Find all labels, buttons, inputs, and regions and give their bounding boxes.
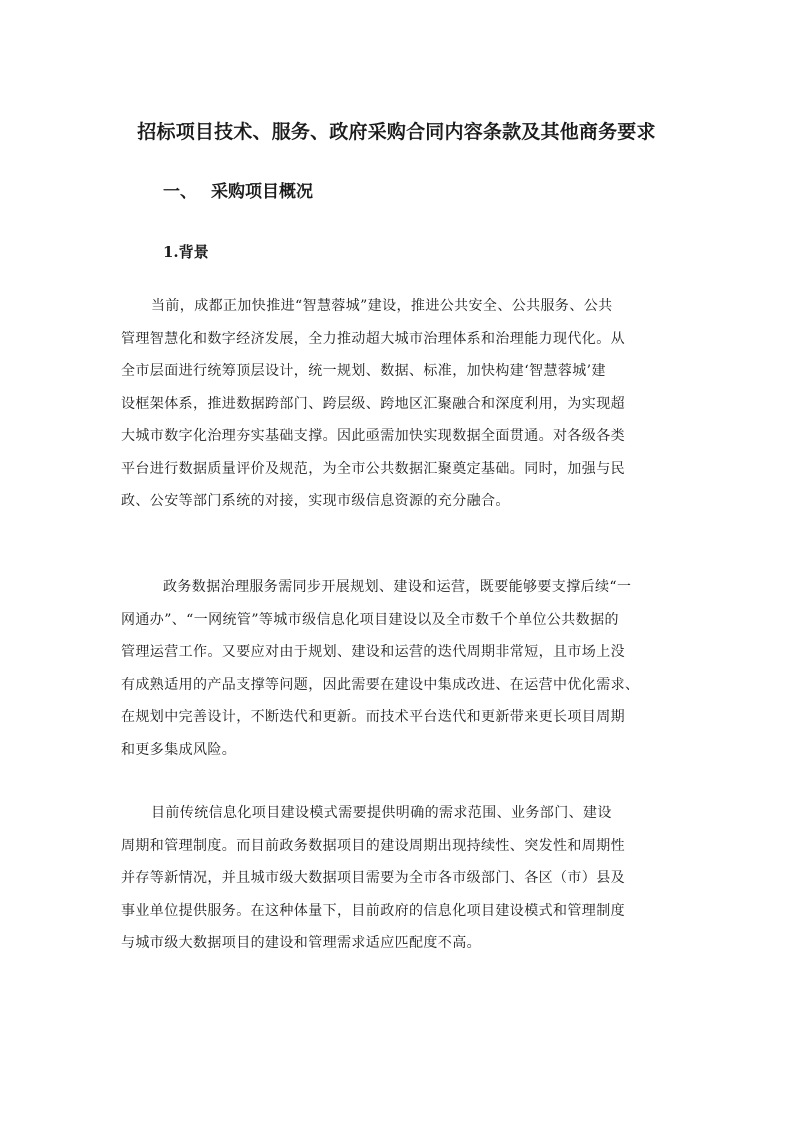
paragraph-background-3 bbox=[121, 797, 679, 960]
paragraph-line: 并存等新情况，并且城市级大数据项目需要为全市各市级部门、各区（市）县及 bbox=[121, 870, 625, 886]
section-number: 一、 bbox=[163, 182, 197, 202]
paragraph-line: 周期和管理制度。而目前政务数据项目的建设周期出现持续性、突发性和周期性 bbox=[121, 837, 625, 854]
paragraph-line: 目前传统信息化项目建设模式需要提供明确的需求范围、业务部门、建设 bbox=[151, 805, 612, 821]
paragraph-line: 和更多集成风险。 bbox=[121, 741, 237, 758]
paragraph-line: 大城市数字化治理夯实基础支撑。因此亟需加快实现数据全面贯通。对各级各类 bbox=[121, 428, 625, 444]
paragraph-line: 平台进行数据质量评价及规范，为全市公共数据汇聚奠定基础。同时，加强与民 bbox=[121, 460, 625, 477]
paragraph-line: 全市层面进行统筹顶层设计，统一规划、数据、标准，加快构建‘智慧蓉城’建 bbox=[121, 363, 606, 379]
paragraph-line: 与城市级大数据项目的建设和管理需求适应匹配度不高。 bbox=[121, 935, 481, 951]
paragraph-line: 在规划中完善设计，不断迭代和更新。而技术平台迭代和更新带来更长项目周期 bbox=[121, 709, 625, 725]
paragraph-line: 管理运营工作。又要应对由于规划、建设和运营的迭代周期非常短，且市场上没 bbox=[121, 644, 625, 660]
subsection-heading: 1.背景 bbox=[163, 243, 209, 261]
paragraph-line: 政、公安等部门系统的对接，实现市级信息资源的充分融合。 bbox=[121, 493, 510, 509]
section-heading bbox=[163, 178, 313, 206]
paragraph-line: 事业单位提供服务。在这种体量下，目前政府的信息化项目建设模式和管理制度 bbox=[121, 902, 625, 919]
paragraph-line: 有成熟适用的产品支撑等问题，因此需要在建设中集成改进、在运营中优化需求、 bbox=[121, 676, 640, 693]
document-title: 招标项目技术、服务、政府采购合同内容条款及其他商务要求 bbox=[137, 121, 656, 143]
paragraph-line: 政务数据治理服务需同步开展规划、建设和运营，既要能够要支撑后续“一 bbox=[163, 579, 632, 595]
paragraph-background-1 bbox=[121, 290, 679, 518]
paragraph-background-2 bbox=[121, 571, 679, 766]
paragraph-line: 当前，成都正加快推进“智慧蓉城”建设，推进公共安全、公共服务、公共 bbox=[151, 298, 613, 314]
section-title: 采购项目概况 bbox=[211, 182, 313, 202]
paragraph-line: 网通办”、“一网统管”等城市级信息化项目建设以及全市数千个单位公共数据的 bbox=[121, 611, 619, 628]
paragraph-line: 管理智慧化和数字经济发展，全力推动超大城市治理体系和治理能力现代化。从 bbox=[121, 330, 625, 347]
paragraph-line: 设框架体系，推进数据跨部门、跨层级、跨地区汇聚融合和深度利用，为实现超 bbox=[121, 395, 625, 412]
